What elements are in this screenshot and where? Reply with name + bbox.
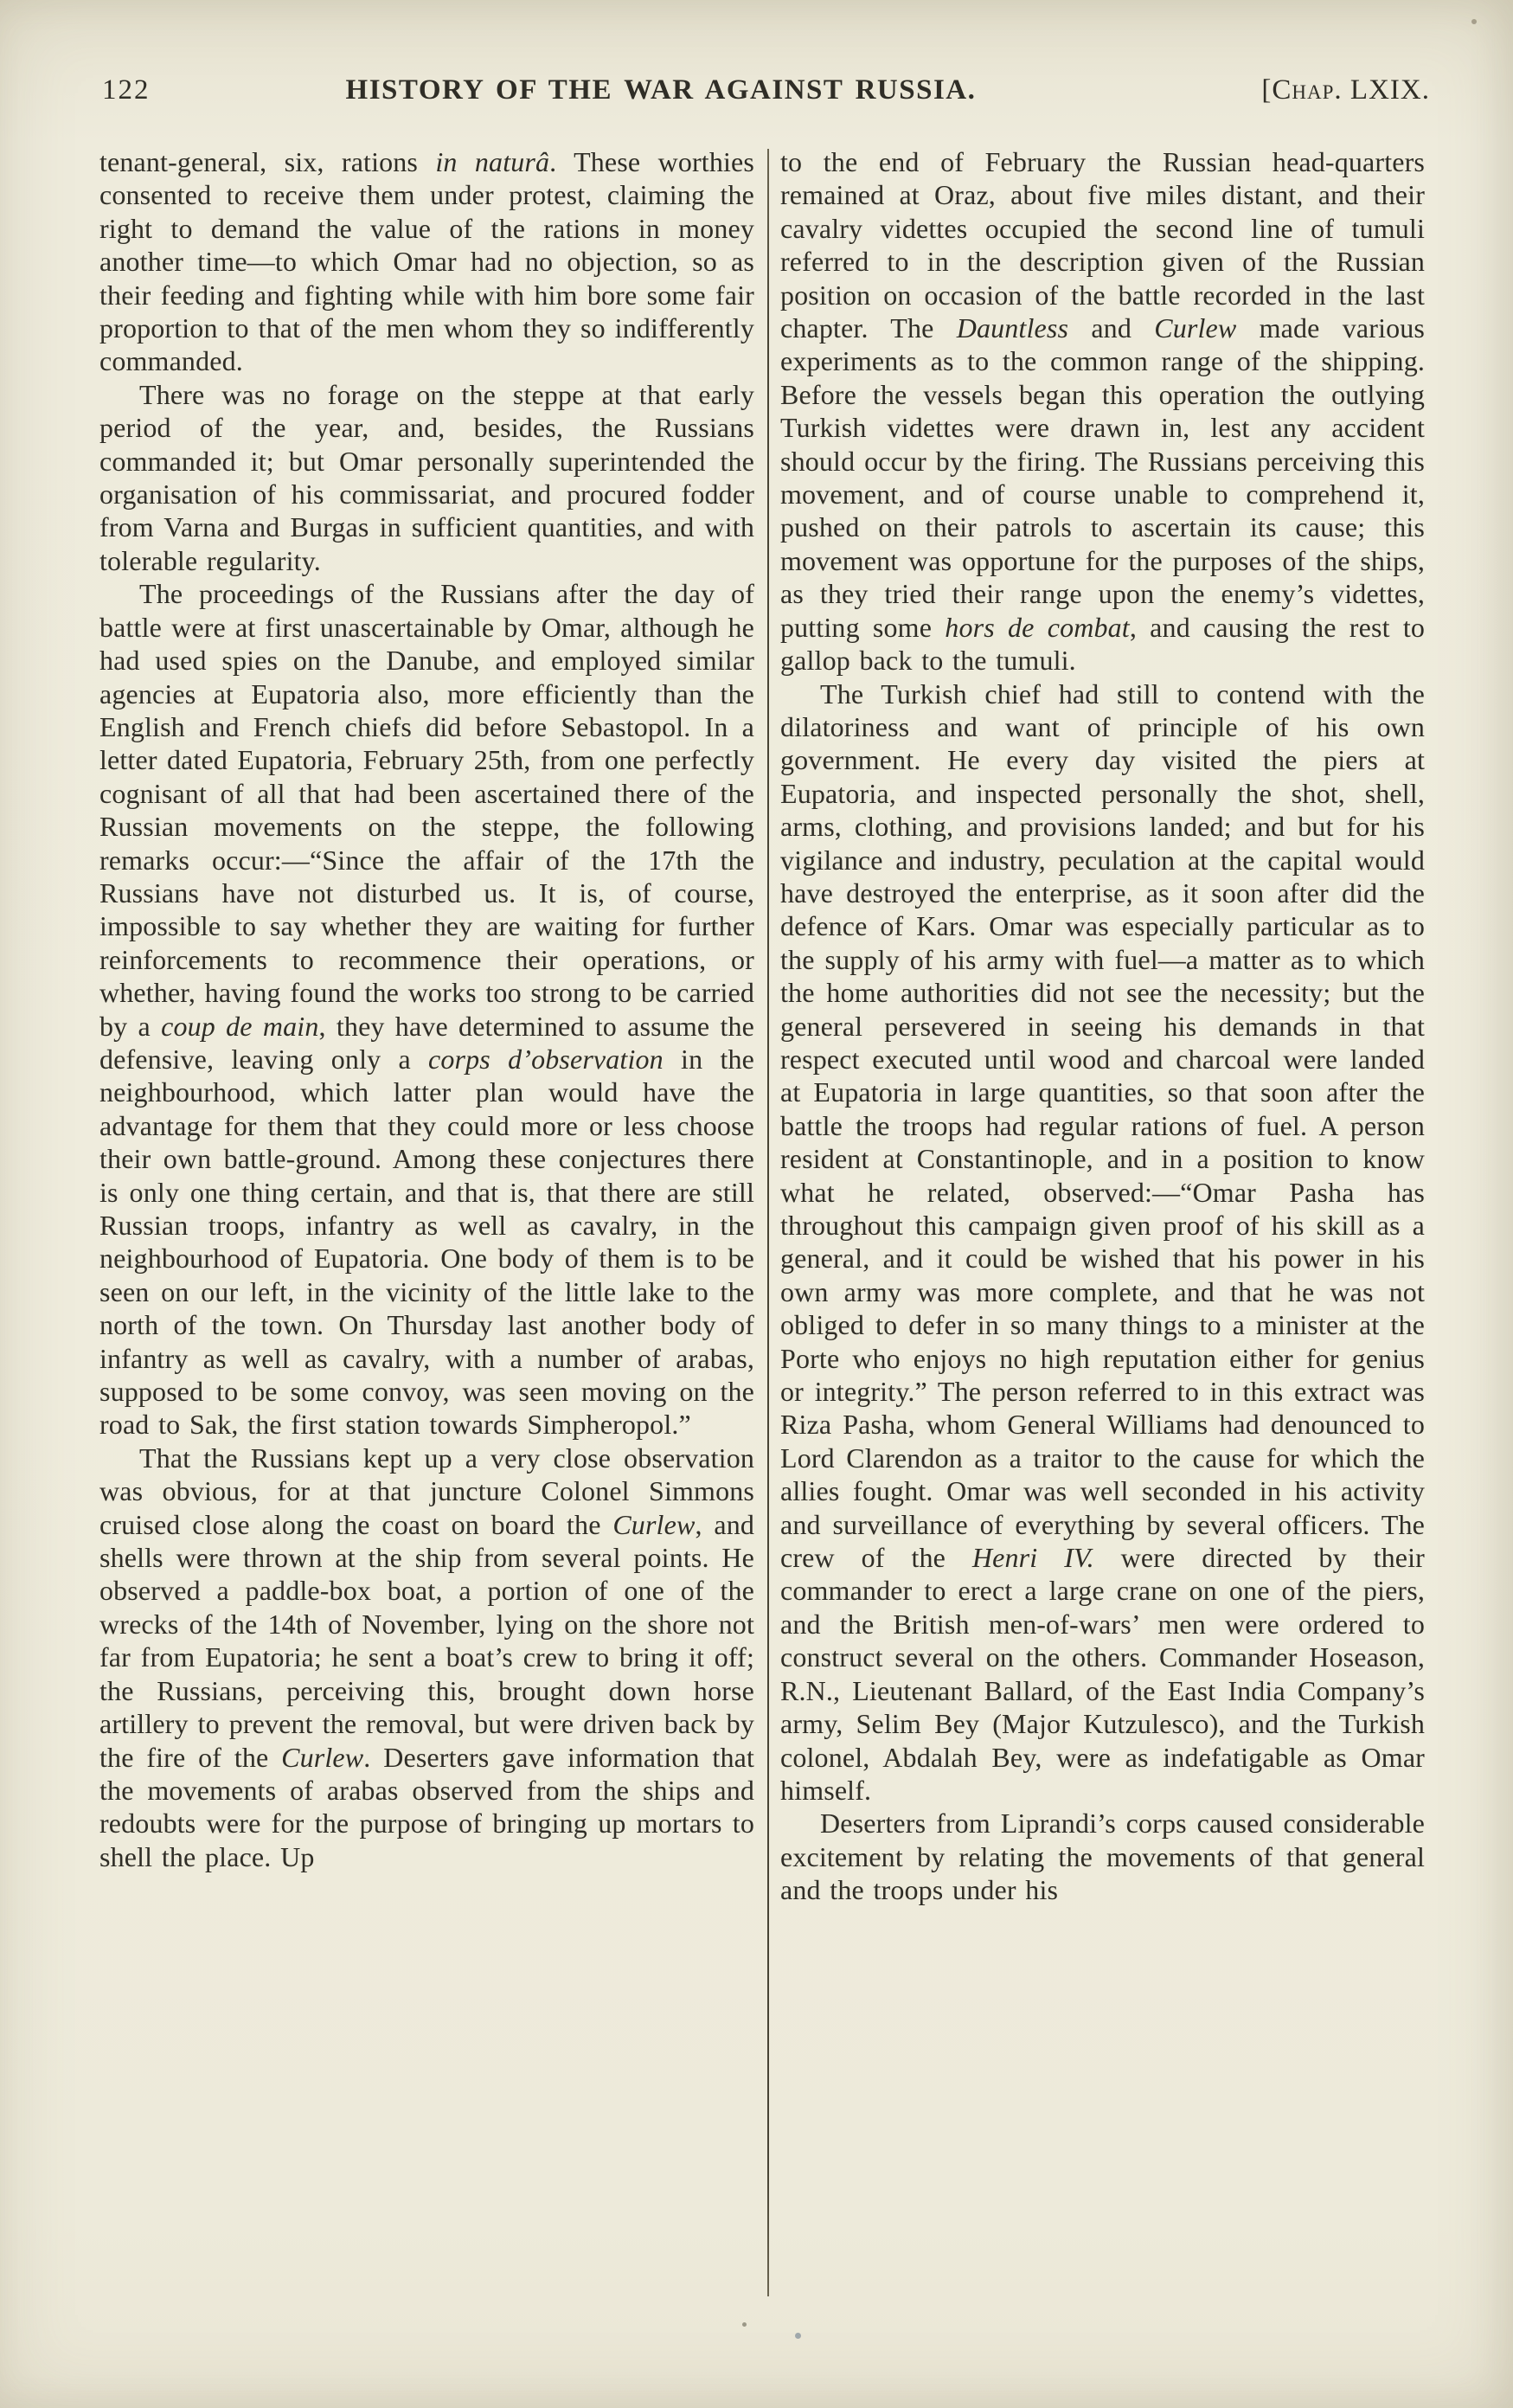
- page-title: HISTORY OF THE WAR AGAINST RUSSIA.: [345, 74, 977, 106]
- column-divider-rule: [767, 149, 769, 2296]
- paragraph: That the Russians kept up a very close observation was obvious, for at that juncture Colonel Simmons cruised close along the coast on board the Curlew, and shells were thrown at the ship from several points. He observed a paddle-box boat, a portion of one of the wrecks of the 14th of November, lying on the shore not far from Eupatoria; he sent a boat’s crew to bring it off; the Russians, perceiving this, brought down horse artillery to prevent the removal, but were driven back by the fire of the Curlew. Deserters gave information that the movements of arabas observed from the ships and redoubts were for the purpose of bringing up mortars to shell the place. Up: [99, 1442, 755, 1872]
- paragraph: to the end of February the Russian head-quarters remained at Oraz, about five miles distant, and their cavalry videttes occupied the second line of tumuli referred to in the description given of the Russian position on occasion of the battle recorded in the last chapter. The Dauntless and Curlew made various experiments as to the common range of the shipping. Before the vessels began this operation the outlying Turkish videttes were drawn in, lest any accident should occur by the firing. The Russians perceiving this movement, and of course unable to comprehend it, pushed on their patrols to ascertain its cause; this movement was opportune for the purposes of the ships, as they tried their range upon the enemy’s videttes, putting some hors de combat, and causing the rest to gallop back to the tumuli.: [780, 146, 1426, 677]
- page-number: 122: [102, 74, 151, 106]
- paragraph: Deserters from Liprandi’s corps caused considerable excitement by relating the movements of that general and the troops under his: [780, 1808, 1425, 1906]
- ink-speck: [1471, 19, 1477, 24]
- left-column: [99, 145, 754, 2296]
- right-column: [780, 145, 1425, 2296]
- paragraph: There was no forage on the steppe at that early period of the year, and, besides, the Russians commanded it; but Omar personally superintended the organisation of his commissariat, and procured fodder from Varna and Burgas in sufficient quantities, and with tolerable regularity.: [99, 378, 754, 576]
- chapter-label: [Chap. LXIX.: [1261, 74, 1430, 106]
- paragraph: The Turkish chief had still to contend with the dilatoriness and want of principle of his own government. He every day visited the piers at Eupatoria, and inspected personally the shot, shell, arms, clothing, and provisions landed; and but for his vigilance and industry, peculation at the capital would have destroyed the enterprise, as it soon after did the defence of Kars. Omar was especially particular as to the supply of his army with fuel—a matter as to which the home authorities did not see the necessity; but the general persevered in seeing his demands in that respect executed until wood and charcoal were landed at Eupatoria in large quantities, so that soon after the battle the troops had regular rations of fuel. A person resident at Constantinople, and in a position to know what he related, observed:—“Omar Pasha has throughout this campaign given proof of his skill as a general, and it could be wished that his power in his own army was more complete, and that he was not obliged to defer in so many things to a minister at the Porte who enjoys no high reputation either for genius or integrity.” The person referred to in this extract was Riza Pasha, whom General Williams had denounced to Lord Clarendon as a traitor to the cause for which the allies fought. Omar was well seconded in his activity and surveillance of everything by several officers. The crew of the Henri IV. were directed by their commander to erect a large crane on one of the piers, and the British men-of-wars’ men were ordered to construct several on the others. Commander Hoseason, R.N., Lieutenant Ballard, of the East India Company’s army, Selim Bey (Major Kutzulesco), and the Turkish colonel, Abdalah Bey, were as indefatigable as Omar himself.: [780, 677, 1425, 1806]
- running-head: [102, 74, 1430, 106]
- paragraph: tenant-general, six, rations in naturâ. These worthies consented to receive them under protest, claiming the right to demand the value of the rations in money another time—to which Omar had no objection, so as their feeding and fighting while with him bore some fair proportion to that of the men whom they so indifferently commanded.: [99, 146, 754, 377]
- ink-speck: [742, 2322, 747, 2327]
- ink-speck: [795, 2333, 801, 2339]
- paragraph: The proceedings of the Russians after the day of battle were at first unascertainable by Omar, although he had used spies on the Danube, and employed similar agencies at Eupatoria also, more efficiently than the English and French chiefs did before Sebastopol. In a letter dated Eupatoria, February 25th, from one perfectly cognisant of all that had been ascertained there of the Russian movements on the steppe, the following remarks occur:—“Since the affair of the 17th the Russians have not disturbed us. It is, of course, impossible to say whether they are waiting for further reinforcements to recommence their operations, or whether, having found the works too strong to be carried by a coup de main, they have determined to assume the defensive, leaving only a corps d’observation in the neighbourhood, which latter plan would have the advantage for them that they could more or less choose their own battle-ground. Among these conjectures there is only one thing certain, and that is, that there are still Russian troops, infantry as well as cavalry, in the neighbourhood of Eupatoria. One body of them is to be seen on our left, in the vicinity of the little lake to the north of the town. On Thursday last another body of infantry as well as cavalry, with a number of arabas, supposed to be some convoy, was seen moving on the road to Sak, the first station towards Simpheropol.”: [99, 578, 755, 1441]
- text-columns: [99, 145, 1426, 2296]
